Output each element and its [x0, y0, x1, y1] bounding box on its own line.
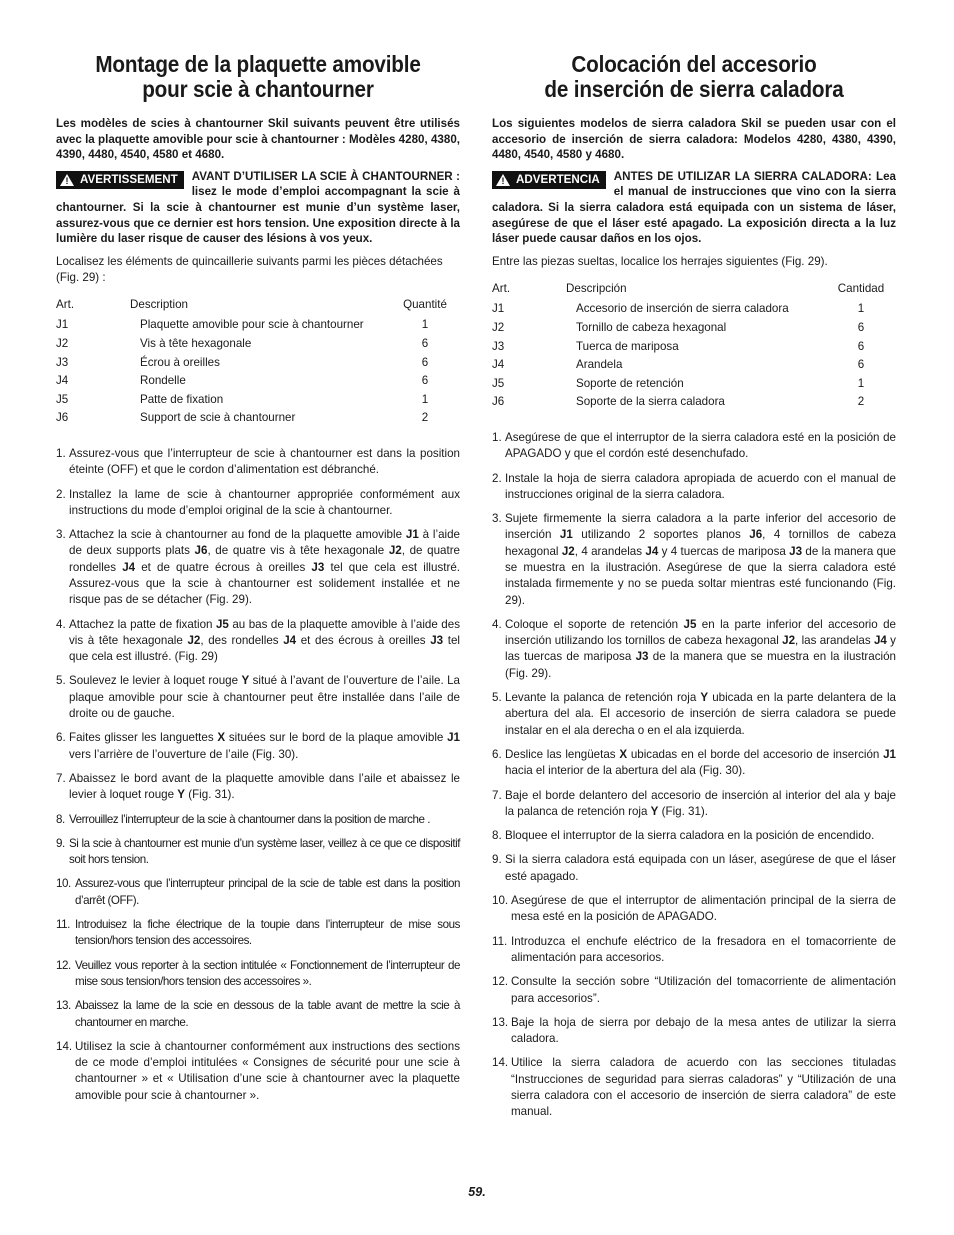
step-number: 3.: [56, 528, 66, 542]
step-number: 12.: [492, 975, 509, 989]
table-row: [492, 340, 896, 359]
cell-qty: 6: [421, 355, 429, 369]
step-number: 10.: [56, 877, 71, 891]
step-number: 5.: [492, 691, 502, 705]
cell-desc: Tornillo de cabeza hexagonal: [576, 320, 727, 334]
warning-badge: [56, 171, 184, 189]
step-number: 2.: [492, 471, 502, 485]
list-item: [492, 828, 896, 844]
step-text: Introduzca el enchufe eléctrico de la fresadora en el tomacorriente de alimentación para accesorios.: [511, 934, 896, 964]
list-item: [56, 1039, 460, 1104]
step-number: 11.: [492, 934, 508, 948]
list-item: [56, 958, 460, 991]
cell-art: J1: [56, 318, 69, 332]
cell-desc: Accesorio de inserción de sierra caladora: [576, 302, 789, 316]
french-title-line1: Montage de la plaquette amovible: [95, 51, 421, 77]
cell-art: J2: [492, 320, 505, 334]
column-header-art: Art.: [56, 297, 75, 311]
cell-qty: 6: [857, 320, 865, 334]
step-number: 4.: [56, 617, 66, 631]
column-header-desc: Descripción: [566, 281, 627, 295]
step-number: 8.: [492, 829, 502, 843]
step-text: Installez la lame de scie à chantourner appropriée conformément aux instructions du mode d’emploi original de la scie à chantourner.: [69, 487, 460, 517]
cell-desc: Soporte de retención: [576, 376, 684, 390]
spanish-title-line2: de inserción de sierra caladora: [544, 76, 844, 102]
step-text: Coloque el soporte de retención J5 en la parte inferior del accesorio de inserción utilizando los tornillos de cabeza hexagonal J2, las arandelas J4 y las tuercas de mariposa J3 de la manera que se muestra en la ilustración (Fig. 29).: [505, 617, 896, 680]
french-parts-table: [56, 298, 460, 430]
cell-art: J4: [56, 374, 69, 388]
list-item: [56, 446, 460, 479]
step-number: 11.: [56, 918, 70, 932]
step-number: 6.: [56, 731, 66, 745]
cell-art: J5: [492, 376, 505, 390]
warning-label: AVERTISSEMENT: [80, 172, 178, 186]
table-row: [56, 393, 460, 412]
list-item: [56, 771, 460, 804]
list-item: [492, 511, 896, 609]
list-item: [56, 527, 460, 608]
step-text: Utilice la sierra caladora de acuerdo con las secciones tituladas “Instrucciones de seguridad para sierras caladoras” y “Utilización de una sierra caladora con el accesorio de inserción de sierra caladora” de este manual.: [511, 1056, 896, 1119]
step-text: Abaissez la lame de la scie en dessous de la table avant de mettre la scie à chantourner en marche.: [75, 999, 460, 1029]
step-text: Baje el borde delantero del accesorio de inserción al interior del ala y baje la palanca de retención roja Y (Fig. 31).: [505, 788, 896, 818]
cell-qty: 6: [857, 339, 865, 353]
cell-qty: 6: [421, 374, 429, 388]
step-text: Attachez la patte de fixation J5 au bas de la plaquette amovible à l’aide des vis à tête hexagonale J2, des rondelles J4 et des écrous à oreilles J3 tel que cela est illustré. (Fig. 29): [69, 617, 460, 664]
step-number: 1.: [56, 446, 66, 460]
table-row: [492, 377, 896, 396]
page-number: 59.: [468, 1185, 486, 1199]
step-number: 6.: [492, 747, 502, 761]
cell-desc: Plaquette amovible pour scie à chantourner: [140, 318, 364, 332]
step-text: Instale la hoja de sierra caladora apropiada de acuerdo con el manual de instrucciones original de la sierra caladora.: [505, 471, 896, 501]
step-text: Soulevez le levier à loquet rouge Y situé à l’avant de l’ouverture de l’aile. La plaque amovible pour scie à chantourner peut être installée dans l’aile de droite ou de gauche.: [69, 674, 460, 721]
table-header-row: [56, 298, 460, 319]
step-text: Utilisez la scie à chantourner conformément aux instructions des sections de ce mode d’emploi intitulées « Consignes de sécurité pour une scie à chantourner » et « Utilisation d’une scie à chantourner avec la plaquette amovible pour scie à chantourner ».: [75, 1039, 460, 1102]
table-row: [492, 302, 896, 321]
cell-art: J2: [56, 336, 69, 350]
list-item: [56, 836, 460, 869]
table-row: [492, 395, 896, 414]
cell-art: J6: [56, 411, 69, 425]
cell-art: J4: [492, 358, 505, 372]
step-text: Veuillez vous reporter à la section intitulée « Fonctionnement de l’interrupteur de mise sous tension/hors tension des accessoires ».: [75, 958, 460, 988]
spanish-title: [516, 52, 872, 102]
cell-qty: 6: [421, 336, 429, 350]
french-title: [80, 52, 436, 102]
cell-desc: Soporte de la sierra caladora: [576, 395, 725, 409]
table-row: [56, 337, 460, 356]
list-item: [56, 617, 460, 666]
french-warning: [56, 169, 460, 247]
warning-badge: [492, 171, 606, 189]
step-text: Levante la palanca de retención roja Y ubicada en la parte delantera de la abertura del ala. El accesorio de inserción de sierra caladora se puede instalar en el ala derecha o en el ala izquierda.: [505, 691, 896, 737]
step-number: 3.: [492, 512, 502, 526]
cell-qty: 1: [857, 302, 865, 316]
cell-desc: Patte de fixation: [140, 392, 224, 406]
step-number: 4.: [492, 617, 502, 631]
step-number: 5.: [56, 674, 66, 688]
warning-triangle-icon: !: [60, 174, 74, 186]
list-item: [492, 788, 896, 821]
table-row: [56, 318, 460, 337]
list-item: [492, 617, 896, 682]
column-header-qty: Quantité: [403, 297, 447, 311]
cell-desc: Vis à tête hexagonale: [140, 336, 252, 350]
list-item: [56, 812, 460, 828]
french-steps-list: [56, 446, 460, 1104]
step-text: Introduisez la fiche électrique de la toupie dans l’interrupteur de mise sous tension/hors tension des accessoires.: [75, 918, 460, 948]
step-text: Assurez-vous que l’interrupteur principal de la scie de table est dans la position d’arrêt (OFF).: [75, 877, 460, 907]
cell-desc: Support de scie à chantourner: [140, 411, 296, 425]
list-item: [492, 690, 896, 739]
cell-art: J3: [56, 355, 69, 369]
list-item: [492, 852, 896, 885]
step-number: 1.: [492, 430, 502, 444]
list-item: [56, 876, 460, 909]
cell-art: J5: [56, 392, 69, 406]
step-text: Asegúrese de que el interruptor de la sierra caladora esté en la posición de APAGADO y que el cordón esté desenchufado.: [505, 430, 896, 461]
french-title-line2: pour scie à chantourner: [142, 76, 374, 102]
step-number: 2.: [56, 487, 66, 501]
list-item: [56, 730, 460, 763]
step-text: Si la scie à chantourner est munie d’un système laser, veillez à ce que ce dispositif soit hors tension.: [69, 836, 460, 867]
step-text: Abaissez le bord avant de la plaquette amovible dans l’aile et abaissez le levier à loquet rouge Y (Fig. 31).: [69, 771, 460, 802]
step-number: 8.: [56, 812, 65, 826]
french-column: [56, 52, 460, 1112]
list-item: [56, 673, 460, 722]
column-header-qty: Cantidad: [837, 281, 885, 295]
cell-qty: 2: [421, 411, 429, 425]
step-text: Faites glisser les languettes X situées sur le bord de la plaque amovible J1 vers l’arrière de l’ouverture de l’aile (Fig. 30).: [69, 731, 460, 761]
step-text: Si la sierra caladora está equipada con un láser, asegúrese de que el láser esté apagado.: [505, 853, 896, 883]
step-text: Asegúrese de que el interruptor de alimentación principal de la sierra de mesa esté en la posición de APAGADO.: [511, 894, 896, 924]
step-number: 10.: [492, 894, 509, 908]
step-number: 13.: [492, 1015, 509, 1029]
list-item: [492, 934, 896, 967]
list-item: [492, 747, 896, 780]
spanish-parts-table: [492, 282, 896, 414]
step-number: 12.: [56, 958, 71, 972]
list-item: [492, 974, 896, 1007]
table-row: [56, 411, 460, 430]
step-number: 9.: [56, 836, 65, 850]
list-item: [56, 487, 460, 520]
warning-label: ADVERTENCIA: [516, 172, 600, 186]
table-row: [56, 356, 460, 375]
list-item: [492, 893, 896, 926]
spanish-title-line1: Colocación del accesorio: [571, 51, 817, 77]
step-text: Sujete firmemente la sierra caladora a la parte inferior del accesorio de inserción J1 utilizando 2 soportes planos J6, 4 tornillos de cabeza hexagonal J2, 4 arandelas J4 y 4 tuercas de mariposa J3 de la manera que se muestra en la ilustración. Asegúrese de que la sierra caladora esté instalada firmemente y no se pueda soltar mientras esté funcionando (Fig. 29).: [505, 512, 896, 607]
column-header-art: Art.: [492, 281, 511, 295]
list-item: [56, 917, 460, 950]
cell-qty: 1: [421, 392, 429, 406]
column-header-desc: Description: [130, 297, 188, 311]
cell-desc: Arandela: [576, 358, 623, 372]
cell-desc: Écrou à oreilles: [140, 355, 220, 369]
list-item: [492, 1015, 896, 1048]
step-number: 14.: [492, 1056, 509, 1070]
spanish-steps-list: [492, 430, 896, 1121]
spanish-intro: Los siguientes modelos de sierra caladora Skil se pueden usar con el accesorio de inserción de sierra caladora: Modelos 4280, 4380, 4390, 4480, 4540, 4580 y 4680.: [492, 117, 896, 162]
step-number: 7.: [56, 771, 66, 785]
step-text: Verrouillez l’interrupteur de la scie à chantourner dans la position de marche .: [69, 812, 430, 826]
warning-text: AVANT D’UTILISER LA SCIE À CHANTOURNER : lisez le mode d’emploi accompagnant la scie à chantourner. Si la scie à chantourner est munie d’un système laser, assurez-vous que ce dernier est hors tension. Une exposition directe à la lumière du laser risque de causer des lésions à vos yeux.: [56, 169, 460, 246]
table-row: [56, 374, 460, 393]
table-row: [492, 358, 896, 377]
cell-art: J3: [492, 339, 505, 353]
cell-art: J1: [492, 302, 505, 316]
step-text: Bloquee el interruptor de la sierra caladora en la posición de encendido.: [505, 829, 875, 843]
cell-qty: 1: [857, 376, 865, 390]
step-number: 13.: [56, 999, 71, 1013]
step-text: Attachez la scie à chantourner au fond de la plaquette amovible J1 à l’aide de deux supports plats J6, de quatre vis à tête hexagonale J2, de quatre rondelles J4 et de quatre écrous à oreilles J3 tel que cela est illustré. Assurez-vous que la scie à chantourner est solidement installée et ne risque pas de se détacher (Fig. 29).: [69, 528, 460, 607]
table-header-row: [492, 282, 896, 303]
french-intro: Les modèles de scies à chantourner Skil suivants peuvent être utilisés avec la plaquette amovible pour scie à chantourner : Modèles 4280, 4380, 4390, 4480, 4540, 4580 et 4680.: [56, 117, 460, 162]
step-number: 7.: [492, 788, 502, 802]
list-item: [56, 998, 460, 1031]
table-row: [492, 321, 896, 340]
list-item: [492, 1055, 896, 1120]
spanish-warning: [492, 169, 896, 247]
warning-triangle-icon: !: [496, 174, 510, 186]
step-text: Consulte la sección sobre “Utilización del tomacorriente de alimentación para accesorios”.: [511, 975, 896, 1005]
cell-qty: 6: [857, 358, 865, 372]
cell-desc: Tuerca de mariposa: [576, 339, 679, 353]
warning-text: ANTES DE UTILIZAR LA SIERRA CALADORA: Lea el manual de instrucciones que vino con la sierra caladora. Si la sierra caladora está equipada con un sistema de láser, asegúrese de que el láser esté apagado. La exposición directa a la luz láser puede causar daños en los ojos.: [492, 169, 896, 246]
spanish-column: [492, 52, 896, 1129]
cell-art: J6: [492, 395, 505, 409]
list-item: [492, 471, 896, 504]
step-number: 14.: [56, 1039, 73, 1053]
cell-qty: 1: [421, 318, 429, 332]
step-text: Deslice las lengüetas X ubicadas en el borde del accesorio de inserción J1 hacia el interior de la abertura del ala (Fig. 30).: [505, 747, 897, 778]
spanish-locate-text: Entre las piezas sueltas, localice los herrajes siguientes (Fig. 29).: [492, 254, 828, 268]
cell-qty: 2: [857, 395, 865, 409]
step-text: Baje la hoja de sierra por debajo de la mesa antes de utilizar la sierra caladora.: [511, 1015, 896, 1046]
step-number: 9.: [492, 853, 502, 867]
french-locate-text: Localisez les éléments de quincaillerie suivants parmi les pièces détachées (Fig. 29) :: [56, 254, 443, 284]
list-item: [492, 430, 896, 463]
cell-desc: Rondelle: [140, 374, 186, 388]
step-text: Assurez-vous que l’interrupteur de scie à chantourner est dans la position éteinte (OFF) et que le cordon d’alimentation est débranché.: [69, 446, 460, 477]
